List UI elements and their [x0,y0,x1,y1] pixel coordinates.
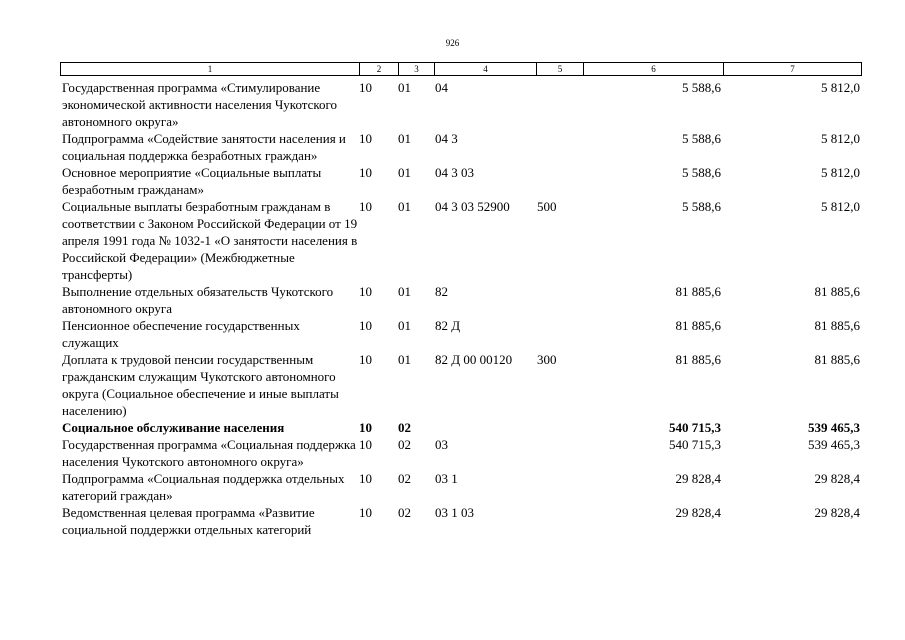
row-amount-2: 5 812,0 [821,165,860,180]
row-amount-1: 81 885,6 [675,318,721,333]
row-amount-2: 539 465,3 [808,420,860,435]
header-col-2: 2 [359,63,398,75]
row-name: Пенсионное обеспечение государственных служащих [62,318,300,350]
row-name: Социальные выплаты безработным гражданам в соответствии с Законом Российской Федерации от 19 апреля 1991 года № 1032-1 «О занятости населения в Российской Федерации» (Межбюджетные трансферты) [62,199,358,282]
row-target-code: 04 [435,80,448,95]
row-section: 10 [359,505,372,520]
row-name: Доплата к трудовой пенсии государственным гражданским служащим Чукотского автономного округа (Социальное обеспечение и иные выплаты населению) [62,352,339,418]
row-subsection: 01 [398,318,411,333]
row-subsection: 02 [398,437,411,452]
row-amount-1: 5 588,6 [682,165,721,180]
table-header [60,62,862,76]
header-col-3: 3 [398,63,434,75]
row-subsection: 01 [398,165,411,180]
row-target-code: 03 1 03 [435,505,474,520]
row-amount-2: 539 465,3 [808,437,860,452]
row-target-code: 04 3 03 [435,165,474,180]
row-expense-type: 500 [537,199,557,214]
row-target-code: 04 3 [435,131,458,146]
row-target-code: 03 1 [435,471,458,486]
row-name: Государственная программа «Социальная поддержка населения Чукотского автономного округа» [62,437,356,469]
row-amount-1: 29 828,4 [675,471,721,486]
row-target-code: 03 [435,437,448,452]
row-amount-1: 5 588,6 [682,131,721,146]
table-row [0,470,905,504]
header-col-6: 6 [583,63,723,75]
table-row [0,283,905,317]
row-name: Основное мероприятие «Социальные выплаты безработным гражданам» [62,165,322,197]
row-section: 10 [359,80,372,95]
table-row [0,130,905,164]
row-subsection: 01 [398,199,411,214]
row-amount-2: 5 812,0 [821,131,860,146]
row-target-code: 82 Д 00 00120 [435,352,513,367]
row-section: 10 [359,471,372,486]
row-name: Социальное обслуживание населения [62,420,285,435]
row-name: Государственная программа «Стимулирование экономической активности населения Чукотского автономного округа» [62,80,338,129]
row-amount-2: 29 828,4 [814,505,860,520]
row-amount-2: 81 885,6 [814,352,860,367]
row-amount-1: 81 885,6 [675,352,721,367]
row-name: Подпрограмма «Социальная поддержка отдельных категорий граждан» [62,471,345,503]
row-subsection: 02 [398,420,411,435]
row-amount-1: 81 885,6 [675,284,721,299]
row-amount-1: 5 588,6 [682,80,721,95]
row-amount-1: 540 715,3 [669,437,721,452]
row-subsection: 02 [398,471,411,486]
row-name: Подпрограмма «Содействие занятости населения и социальная поддержка безработных граждан» [62,131,346,163]
table-row [0,198,905,283]
row-subsection: 02 [398,505,411,520]
row-section: 10 [359,437,372,452]
row-amount-2: 5 812,0 [821,199,860,214]
header-col-5: 5 [536,63,583,75]
table-row-section-total [0,419,905,436]
table-row [0,164,905,198]
row-name: Выполнение отдельных обязательств Чукотского автономного округа [62,284,334,316]
row-amount-2: 81 885,6 [814,284,860,299]
table-body [0,79,905,538]
row-amount-2: 81 885,6 [814,318,860,333]
row-amount-2: 29 828,4 [814,471,860,486]
row-section: 10 [359,284,372,299]
page-number: 926 [445,38,460,48]
row-section: 10 [359,131,372,146]
row-target-code: 04 3 03 52900 [435,199,510,214]
header-col-7: 7 [723,63,861,75]
row-expense-type: 300 [537,352,557,367]
row-section: 10 [359,165,372,180]
header-col-4: 4 [434,63,536,75]
row-amount-1: 540 715,3 [669,420,721,435]
row-subsection: 01 [398,352,411,367]
row-subsection: 01 [398,284,411,299]
table-row [0,436,905,470]
row-target-code: 82 Д [435,318,461,333]
table-row [0,317,905,351]
row-section: 10 [359,352,372,367]
row-amount-1: 5 588,6 [682,199,721,214]
row-section: 10 [359,318,372,333]
row-amount-1: 29 828,4 [675,505,721,520]
table-row [0,504,905,538]
table-row [0,79,905,130]
row-amount-2: 5 812,0 [821,80,860,95]
row-section: 10 [359,199,372,214]
row-subsection: 01 [398,80,411,95]
row-target-code: 82 [435,284,448,299]
header-col-1: 1 [207,64,213,74]
table-row [0,351,905,419]
row-section: 10 [359,420,372,435]
row-subsection: 01 [398,131,411,146]
row-name: Ведомственная целевая программа «Развитие социальной поддержки отдельных категорий [62,505,315,537]
